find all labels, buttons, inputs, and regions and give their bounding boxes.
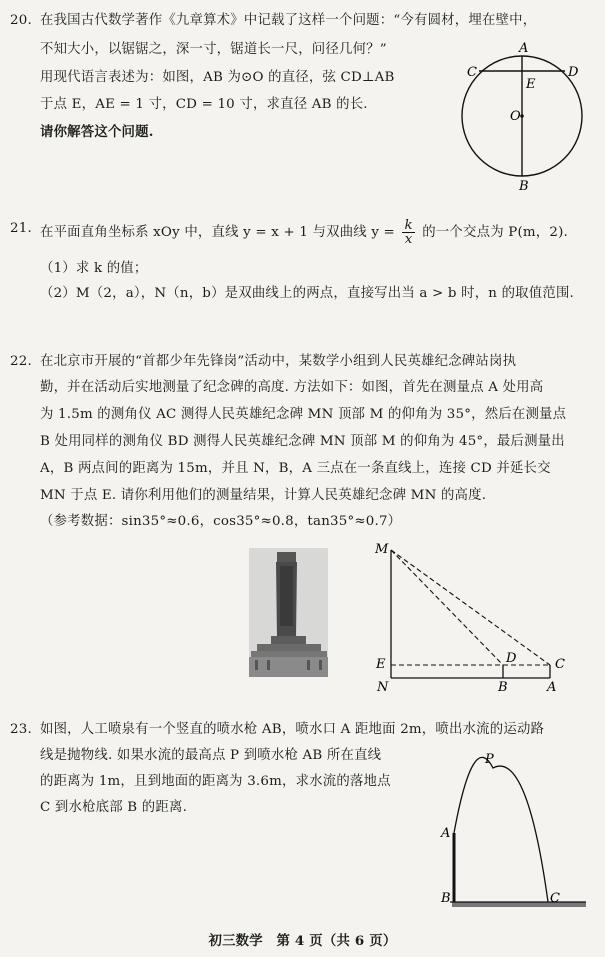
problem-21-part-2: （2）M（2，a），N（n，b）是双曲线上的两点，直接写出当 a > b 时，n 的取值范围. xyxy=(40,286,575,301)
problem-23-line-1: 如图，人工喷泉有一个竖直的喷水枪 AB，喷水口 A 距地面 2m，喷出水流的运动路 xyxy=(40,722,545,737)
problem-22-line-7: （参考数据：sin35°≈0.6，cos35°≈0.8，tan35°≈0.7） xyxy=(40,514,402,529)
sight-line-md xyxy=(391,550,503,665)
label-b3: B xyxy=(441,891,451,906)
label-c3: C xyxy=(550,891,560,906)
ground-surface xyxy=(452,902,586,907)
fraction-k-over-x xyxy=(402,219,414,246)
label-c2: C xyxy=(555,657,565,672)
problem-21-part-1: （1）求 k 的值； xyxy=(40,261,148,276)
label-d2: D xyxy=(506,651,517,666)
label-a: A xyxy=(519,41,529,56)
problem-22-line-4: B 处用同样的测角仪 BD 测得人民英雄纪念碑 MN 顶部 M 的仰角为 45°，最后测量出 xyxy=(40,434,565,449)
problem-20-line-3: 用现代语言表述为：如图，AB 为⊙O 的直径，弦 CD⊥AB xyxy=(40,70,395,85)
problem-22-line-1: 在北京市开展的“首都少年先锋岗”活动中，某数学小组到人民英雄纪念碑站岗执 xyxy=(40,354,517,369)
center-point-o xyxy=(520,114,524,118)
problem-21-stem xyxy=(40,219,568,246)
problem-22-line-3: 为 1.5m 的测角仪 AC 测得人民英雄纪念碑 MN 顶部 M 的仰角为 35°，然后在测量点 xyxy=(40,407,567,422)
problem-22-line-6: MN 于点 E. 请你利用他们的测量结果，计算人民英雄纪念碑 MN 的高度. xyxy=(40,488,487,503)
problem-23-line-3: 的距离为 1m，且到地面的距离为 3.6m，求水流的落地点 xyxy=(40,774,391,789)
fountain-figure xyxy=(432,752,592,910)
circle-figure xyxy=(460,38,595,193)
fraction-denominator: x xyxy=(404,232,413,247)
sight-line-mc xyxy=(391,550,550,665)
label-p: P xyxy=(485,752,494,767)
problem-22-line-2: 勤，并在活动后实地测量了纪念碑的高度. 方法如下：如图，首先在测量点 A 处用高 xyxy=(40,380,544,395)
problem-20-prompt: 请你解答这个问题. xyxy=(40,124,154,140)
fraction-numerator: k xyxy=(404,218,413,233)
problem-21-stem-before: 在平面直角坐标系 xOy 中，直线 y = x + 1 与双曲线 y = xyxy=(40,225,395,240)
label-m: M xyxy=(375,542,389,557)
monument-figure xyxy=(372,538,572,696)
problem-22-line-5: A，B 两点间的距离为 15m，并且 N，B，A 三点在一条直线上，连接 CD 并延长交 xyxy=(40,461,551,476)
label-e: E xyxy=(526,77,536,92)
label-b: B xyxy=(519,179,529,193)
problem-20-number: 20. xyxy=(10,13,32,28)
problem-23-number: 23. xyxy=(10,722,32,737)
problem-20-line-2: 不知大小，以锯锯之，深一寸，锯道长一尺，问径几何？” xyxy=(40,42,387,57)
water-parabola xyxy=(454,757,548,902)
problem-23-line-4: C 到水枪底部 B 的距离. xyxy=(40,800,188,815)
label-c: C xyxy=(467,65,477,80)
label-b2: B xyxy=(498,680,508,695)
page-footer: 初三数学 第 4 页（共 6 页） xyxy=(208,933,397,949)
problem-20-line-4: 于点 E，AE = 1 寸，CD = 10 寸，求直径 AB 的长. xyxy=(40,97,368,112)
label-d: D xyxy=(568,65,579,80)
label-n: N xyxy=(377,680,389,695)
label-o: O xyxy=(510,109,521,124)
monument-photo xyxy=(249,548,328,677)
label-a3: A xyxy=(441,826,451,841)
label-e2: E xyxy=(376,657,386,672)
problem-22-number: 22. xyxy=(10,354,32,369)
problem-21-number: 21. xyxy=(10,221,32,236)
label-a2: A xyxy=(547,680,557,695)
problem-20-line-1: 在我国古代数学著作《九章算术》中记载了这样一个问题：“今有圆材，埋在壁中， xyxy=(40,13,537,28)
problem-21-stem-after: 的一个交点为 P(m，2). xyxy=(422,225,568,240)
problem-23-line-2: 线是抛物线. 如果水流的最高点 P 到喷水枪 AB 所在直线 xyxy=(40,748,382,763)
